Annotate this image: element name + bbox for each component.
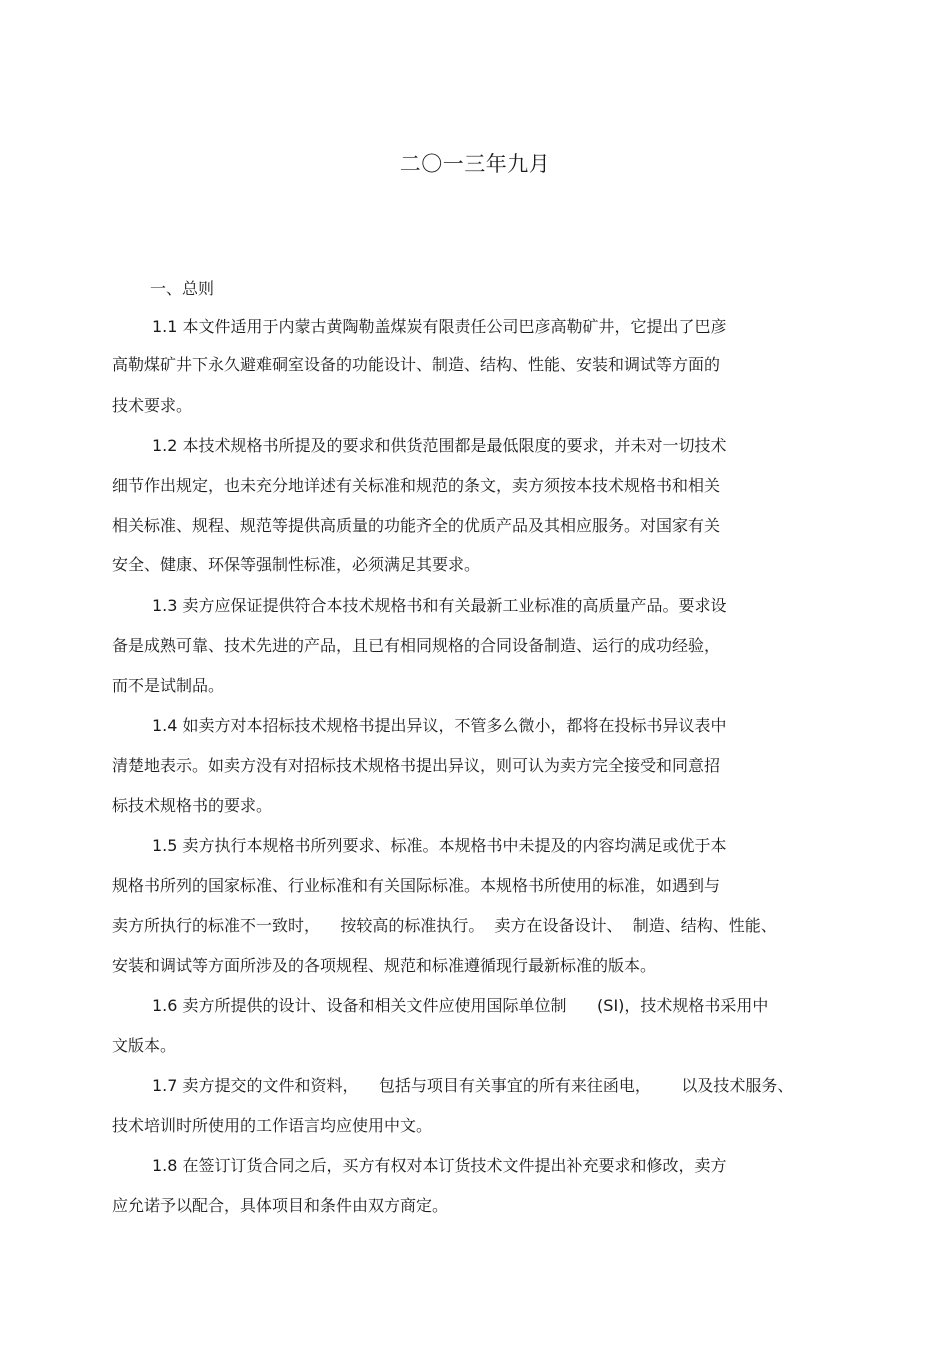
paragraph-1-1-line: 技术要求。	[112, 396, 193, 415]
paragraph-1-6-line: 文版本。	[112, 1036, 177, 1055]
paragraph-1-2-line: 相关标准、规程、规范等提供高质量的功能齐全的优质产品及其相应服务。对国家有关	[112, 516, 721, 535]
paragraph-1-3-line: 1.3 卖方应保证提供符合本技术规格书和有关最新工业标准的高质量产品。要求设	[152, 596, 727, 615]
paragraph-1-5-line: 安装和调试等方面所涉及的各项规程、规范和标准遵循现行最新标准的版本。	[112, 956, 657, 975]
paragraph-1-5-line: 卖方所执行的标准不一致时， 按较高的标准执行。 卖方在设备设计、 制造、结构、性能、	[112, 916, 777, 935]
paragraph-1-4-line: 标技术规格书的要求。	[112, 796, 273, 815]
paragraph-1-8-line: 应允诺予以配合，具体项目和条件由双方商定。	[112, 1196, 449, 1215]
section-heading: 一、总则	[150, 279, 215, 298]
paragraph-1-5-line: 规格书所列的国家标准、行业标准和有关国际标准。本规格书所使用的标准，如遇到与	[112, 876, 721, 895]
paragraph-1-3-line: 备是成熟可靠、技术先进的产品，且已有相同规格的合同设备制造、运行的成功经验，	[112, 636, 721, 655]
date-title: 二〇一三年九月	[399, 152, 551, 176]
paragraph-1-1-line: 1.1 本文件适用于内蒙古黄陶勒盖煤炭有限责任公司巴彦高勒矿井，它提出了巴彦	[152, 317, 727, 336]
paragraph-1-6-line: 1.6 卖方所提供的设计、设备和相关文件应使用国际单位制 (SI)，技术规格书采用中	[152, 996, 769, 1015]
paragraph-1-2-line: 安全、健康、环保等强制性标准，必须满足其要求。	[112, 555, 481, 574]
paragraph-1-5-line: 1.5 卖方执行本规格书所列要求、标准。本规格书中未提及的内容均满足或优于本	[152, 836, 727, 855]
paragraph-1-7-line: 1.7 卖方提交的文件和资料， 包括与项目有关事宜的所有来往函电， 以及技术服务、	[152, 1076, 794, 1095]
paragraph-1-3-line: 而不是试制品。	[112, 676, 225, 695]
paragraph-1-7-line: 技术培训时所使用的工作语言均应使用中文。	[112, 1116, 433, 1135]
paragraph-1-8-line: 1.8 在签订订货合同之后，买方有权对本订货技术文件提出补充要求和修改，卖方	[152, 1156, 727, 1175]
paragraph-1-4-line: 1.4 如卖方对本招标技术规格书提出异议，不管多么微小，都将在投标书异议表中	[152, 716, 727, 735]
paragraph-1-2-line: 1.2 本技术规格书所提及的要求和供货范围都是最低限度的要求，并未对一切技术	[152, 436, 727, 455]
paragraph-1-2-line: 细节作出规定，也未充分地详述有关标准和规范的条文，卖方须按本技术规格书和相关	[112, 476, 721, 495]
paragraph-1-1-line: 高勒煤矿井下永久避难硐室设备的功能设计、制造、结构、性能、安装和调试等方面的	[112, 355, 721, 374]
paragraph-1-4-line: 清楚地表示。如卖方没有对招标技术规格书提出异议，则可认为卖方完全接受和同意招	[112, 756, 721, 775]
